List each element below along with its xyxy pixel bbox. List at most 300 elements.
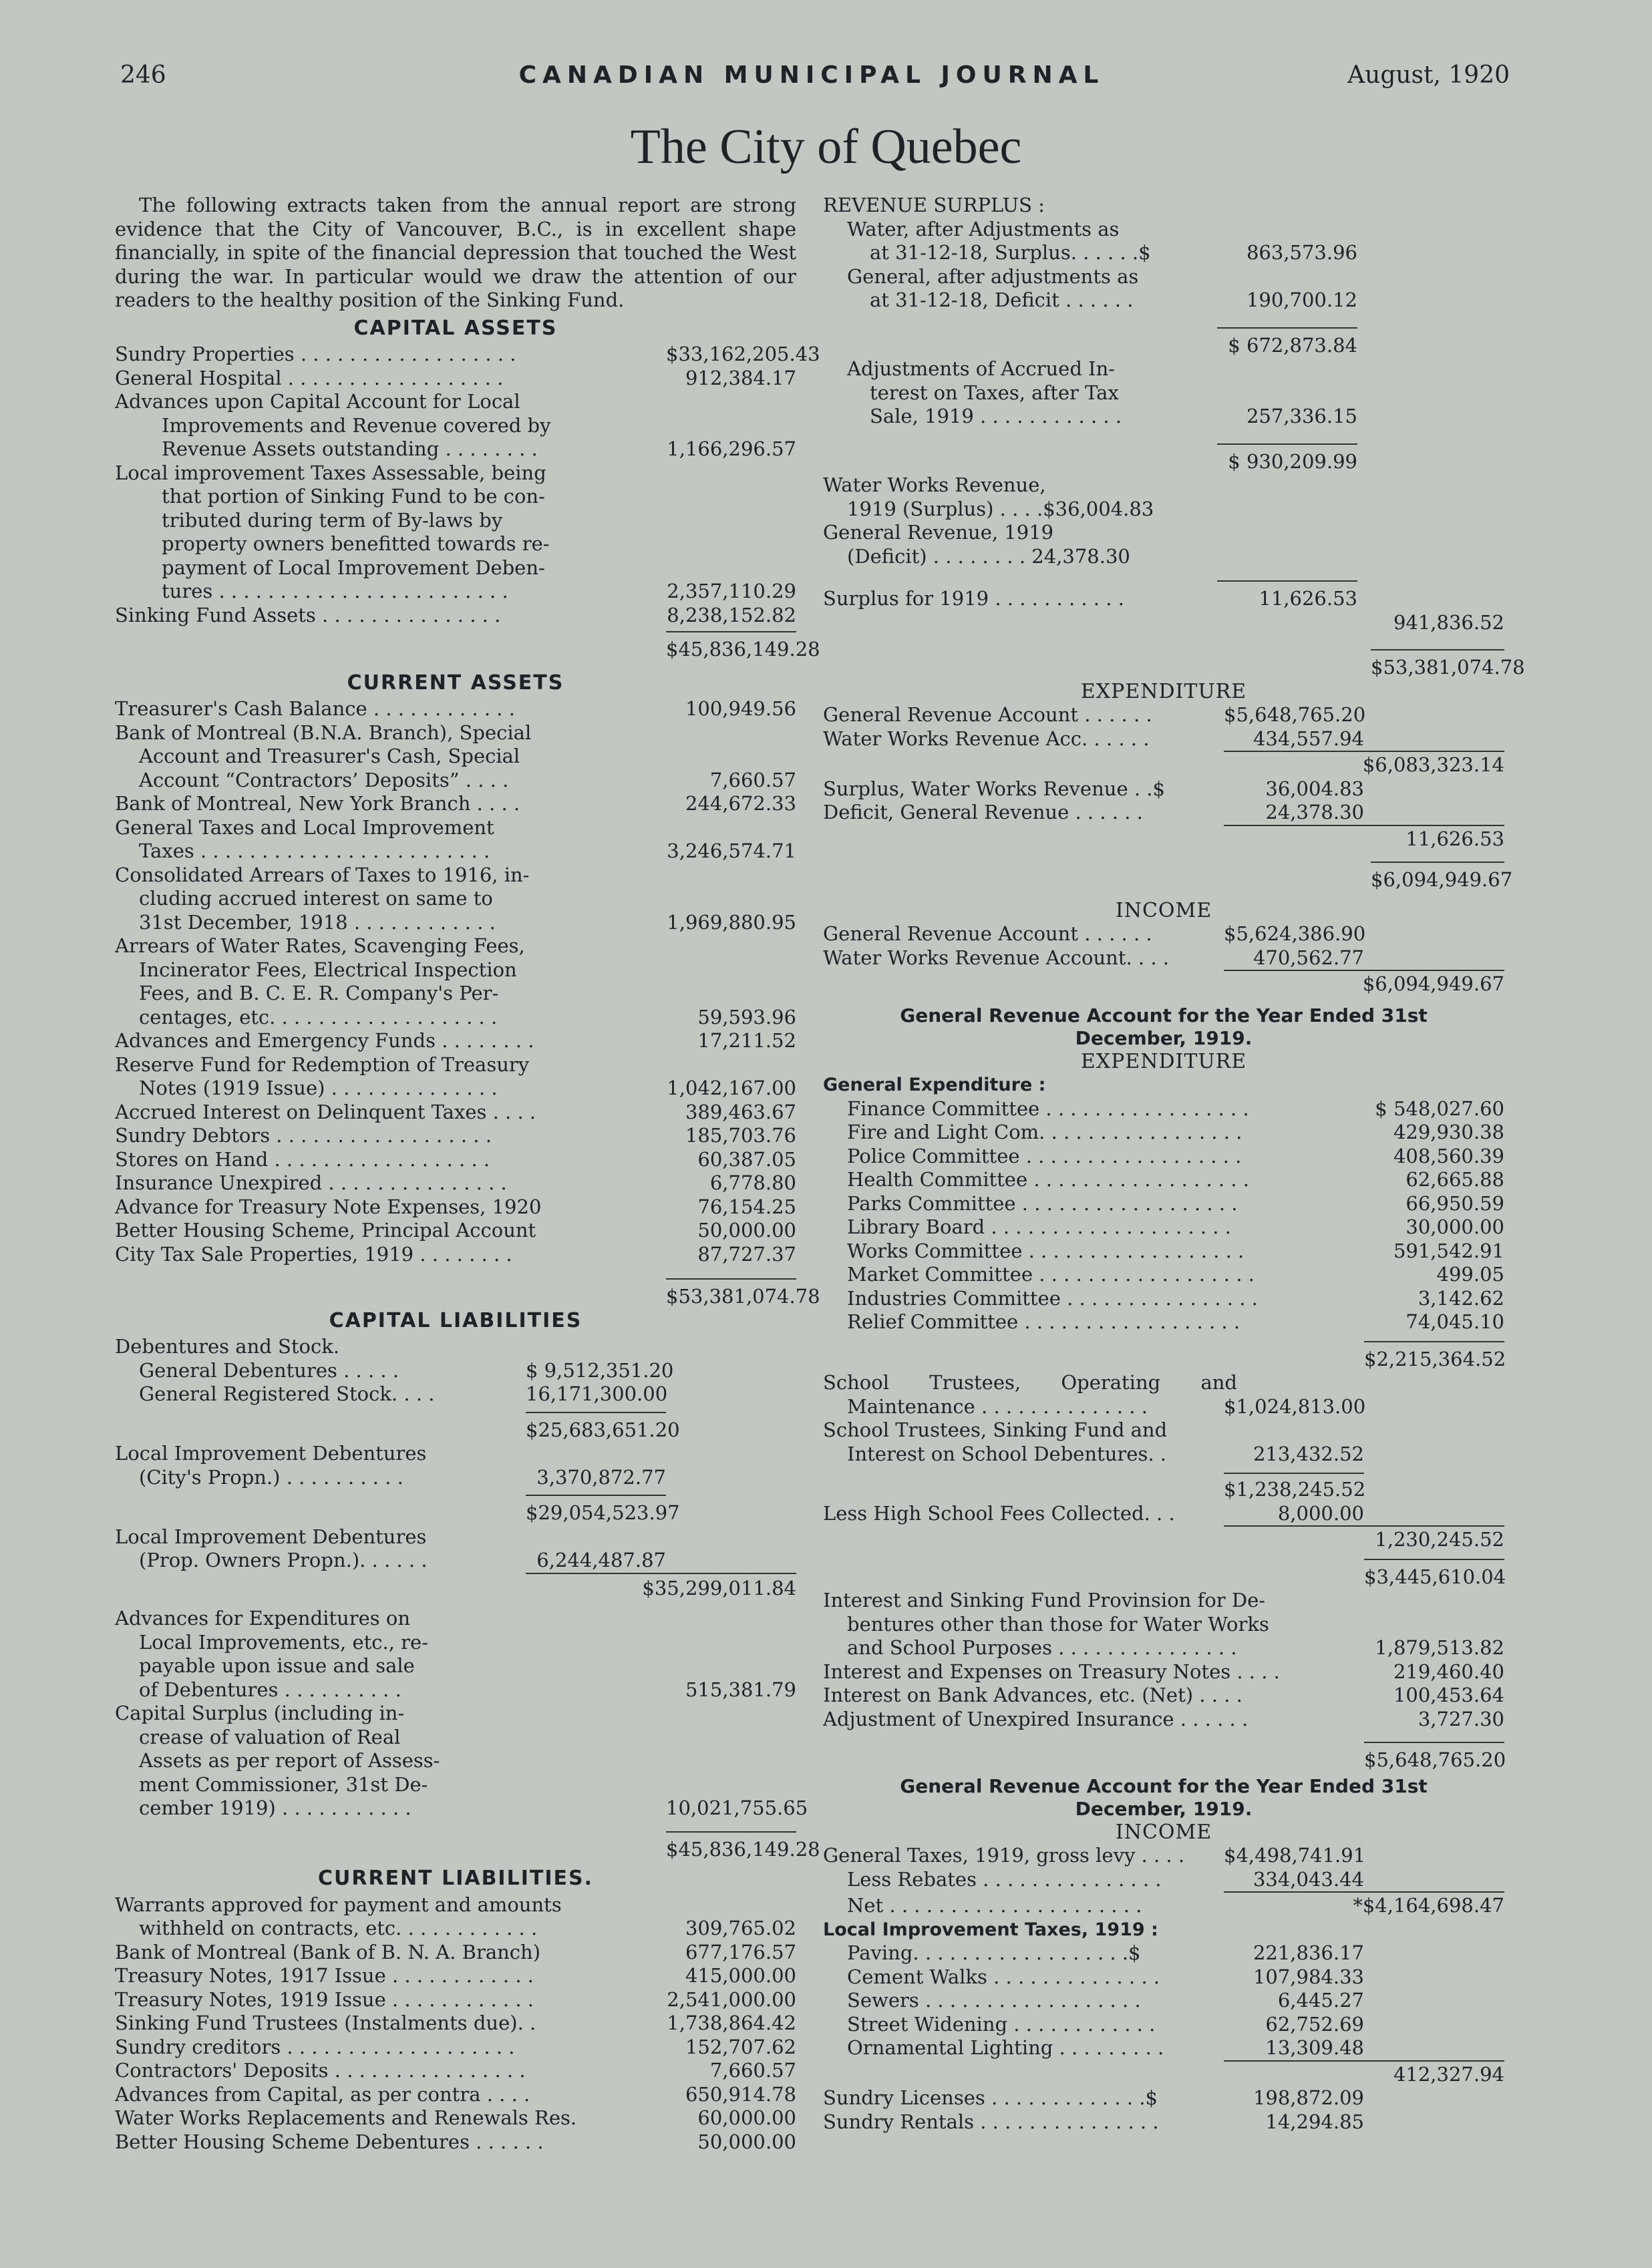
current-asset-row bbox=[115, 839, 796, 864]
journal-name: CANADIAN MUNICIPAL JOURNAL bbox=[518, 61, 1105, 89]
capital-asset-row bbox=[115, 343, 820, 367]
rentals-amount: 14,294.85 bbox=[1265, 2110, 1364, 2133]
expenditure-summary-heading: EXPENDITURE bbox=[1080, 679, 1247, 703]
lit-row-label: Sewers . . . . . . . . . . . . . . . . . . bbox=[847, 1989, 1141, 2012]
surplus-line: Capital Surplus (including in- bbox=[115, 1702, 405, 1724]
current-asset-row bbox=[115, 697, 796, 721]
current-liability-row-label: Sundry creditors . . . . . . . . . . . . . . . . . . . bbox=[115, 2035, 515, 2058]
current-liability-row-amount: 2,541,000.00 bbox=[667, 1988, 796, 2011]
inc-wwra-label: Water Works Revenue Account. . . . bbox=[823, 946, 1170, 969]
inc-wwra-amount: 470,562.77 bbox=[1253, 946, 1364, 969]
net-amount: *$4,164,698.47 bbox=[1224, 1891, 1504, 1918]
current-asset-row bbox=[115, 1124, 796, 1148]
committee-row bbox=[823, 1310, 1504, 1334]
committee-row bbox=[823, 1097, 1504, 1121]
lit-total: 412,327.94 bbox=[1224, 2060, 1504, 2087]
exp-deficit-amount: 24,378.30 bbox=[1265, 801, 1364, 823]
current-asset-row-label: Sundry Debtors . . . . . . . . . . . . . . . . . . bbox=[115, 1124, 492, 1147]
ins-amount: 3,727.30 bbox=[1418, 1707, 1504, 1730]
current-asset-row-label: Fees, and B. C. E. R. Company's Per- bbox=[139, 982, 499, 1004]
current-liability-row-label: Warrants approved for payment and amounts bbox=[115, 1893, 562, 1916]
current-asset-row bbox=[115, 1029, 796, 1053]
advances-block bbox=[115, 1607, 796, 1702]
advances-line: Advances for Expenditures on bbox=[115, 1607, 410, 1630]
committee-row bbox=[823, 1121, 1504, 1145]
current-asset-row bbox=[115, 934, 796, 958]
committee-row-label: Health Committee . . . . . . . . . . . . . . . . . . bbox=[847, 1168, 1249, 1191]
surplus-line: ment Commissioner, 31st De- bbox=[139, 1772, 428, 1796]
school-op-amount: $1,024,813.00 bbox=[1224, 1394, 1366, 1418]
capital-asset-row bbox=[115, 414, 796, 438]
current-liability-row bbox=[115, 2130, 796, 2154]
exp-deficit-row bbox=[823, 801, 1504, 825]
general-debentures-amount: $ 9,512,351.20 bbox=[526, 1358, 674, 1382]
inc-wwra-row bbox=[823, 946, 1504, 970]
cl-subtotal1-row bbox=[115, 1412, 796, 1443]
current-asset-row-label: Arrears of Water Rates, Scavenging Fees, bbox=[115, 934, 525, 957]
rs-subtotal2: $ 930,209.99 bbox=[1217, 443, 1357, 474]
exp-surplus-row bbox=[823, 777, 1504, 801]
lit-row-label: Ornamental Lighting . . . . . . . . . bbox=[847, 2036, 1164, 2059]
capital-asset-row-label: Revenue Assets outstanding . . . . . . . . bbox=[162, 437, 538, 460]
capital-assets-list bbox=[115, 343, 820, 627]
capital-assets-total: $45,836,149.28 bbox=[666, 631, 796, 662]
current-liability-row bbox=[115, 1988, 796, 2012]
surplus-block bbox=[115, 1702, 808, 1821]
surplus-1919-amount: 11,626.53 bbox=[1217, 580, 1357, 611]
current-asset-row-amount: 244,672.33 bbox=[685, 792, 796, 815]
committee-row bbox=[823, 1287, 1504, 1311]
current-asset-row-amount: 7,660.57 bbox=[709, 768, 796, 791]
committee-row-label: Police Committee . . . . . . . . . . . . . . . . . . bbox=[847, 1144, 1242, 1167]
interest-line: bentures other than those for Water Works bbox=[847, 1612, 1269, 1636]
capital-liabilities-total-row bbox=[115, 1831, 820, 1862]
gra-expenditure-heading: General Revenue Account for the Year Ended 31st December, 1919. bbox=[900, 1004, 1428, 1049]
inc-gra-row bbox=[823, 922, 1504, 946]
general-expenditure-label: General Expenditure : bbox=[823, 1075, 1046, 1095]
gr-line2: (Deficit) . . . . . . . . 24,378.30 bbox=[847, 544, 1130, 568]
rentals-row bbox=[823, 2110, 1504, 2134]
lit-row bbox=[823, 1989, 1504, 2013]
current-asset-row-label: Bank of Montreal (B.N.A. Branch), Special bbox=[115, 721, 532, 744]
cl-subtotal1: $25,683,651.20 bbox=[526, 1412, 666, 1443]
current-asset-row-amount: 1,042,167.00 bbox=[667, 1077, 796, 1099]
current-asset-row-label: Notes (1919 Issue) . . . . . . . . . . . . . . bbox=[139, 1077, 498, 1099]
exp-gra-amount: $5,648,765.20 bbox=[1224, 703, 1366, 726]
exp-surplus-amount: 36,004.83 bbox=[1265, 777, 1364, 800]
committee-row-label: Relief Committee . . . . . . . . . . . . . . . . . . bbox=[847, 1310, 1241, 1333]
advances-line: Local Improvements, etc., re- bbox=[139, 1630, 428, 1654]
current-asset-row bbox=[115, 1219, 796, 1243]
current-liability-row bbox=[115, 2106, 796, 2130]
committee-row-amount: 429,930.38 bbox=[1393, 1121, 1504, 1143]
capital-asset-row bbox=[115, 485, 796, 509]
current-liability-row-amount: 309,765.02 bbox=[685, 1917, 796, 1939]
current-liability-row-label: Sinking Fund Trustees (Instalments due). . bbox=[115, 2012, 536, 2034]
lit-row bbox=[823, 1965, 1504, 1990]
lit-row-amount: 221,836.17 bbox=[1253, 1941, 1364, 1964]
adj-amount: 257,336.15 bbox=[1246, 405, 1357, 427]
committee-row-amount: 74,045.10 bbox=[1406, 1310, 1504, 1333]
advances-line: payable upon issue and sale bbox=[139, 1654, 415, 1677]
gra-exp-total: $5,648,765.20 bbox=[1364, 1742, 1504, 1772]
net-row bbox=[823, 1891, 1504, 1918]
current-asset-row-amount: 185,703.76 bbox=[685, 1124, 796, 1147]
page-number: 246 bbox=[120, 61, 166, 89]
current-liability-row bbox=[115, 2036, 796, 2060]
gen-tax-amount: $4,498,741.91 bbox=[1224, 1844, 1366, 1867]
surplus-row bbox=[115, 1797, 808, 1821]
general-amount: 190,700.12 bbox=[1246, 289, 1357, 311]
licenses-amount: 198,872.09 bbox=[1253, 2086, 1364, 2109]
current-asset-row-label: Stores on Hand . . . . . . . . . . . . . . . . . . bbox=[115, 1147, 490, 1171]
capital-asset-row-label: Local improvement Taxes Assessable, being bbox=[115, 461, 546, 484]
local-prop-line2: (Prop. Owners Propn.). . . . . . bbox=[139, 1549, 428, 1571]
committee-row-label: Industries Committee . . . . . . . . . . . . . . . . bbox=[847, 1286, 1258, 1310]
current-asset-row bbox=[115, 721, 796, 745]
committee-row-label: Parks Committee . . . . . . . . . . . . . . . . . . bbox=[847, 1191, 1238, 1215]
lit-list bbox=[823, 1941, 1504, 2060]
exp-net-row bbox=[823, 825, 1504, 852]
current-asset-row-label: Consolidated Arrears of Taxes to 1916, in- bbox=[115, 863, 530, 886]
committee-row-label: Works Committee . . . . . . . . . . . . . . . . . . bbox=[847, 1239, 1245, 1262]
lit-row bbox=[823, 2013, 1504, 2037]
lit-row-amount: 13,309.48 bbox=[1265, 2036, 1364, 2059]
current-asset-row-amount: 6,778.80 bbox=[709, 1171, 796, 1194]
advances-line: of Debentures . . . . . . . . . . bbox=[139, 1678, 401, 1701]
current-asset-row bbox=[115, 982, 796, 1006]
current-asset-row bbox=[115, 816, 796, 840]
current-liability-row bbox=[115, 1964, 796, 1988]
lit-row-amount: 6,445.27 bbox=[1277, 1989, 1364, 2012]
capital-asset-row-label: Improvements and Revenue covered by bbox=[162, 413, 551, 437]
current-liability-row-label: Water Works Replacements and Renewals Res. bbox=[115, 2106, 577, 2129]
water-amount: 863,573.96 bbox=[1246, 241, 1357, 264]
advances-amount: 515,381.79 bbox=[685, 1678, 796, 1701]
current-asset-row-label: Incinerator Fees, Electrical Inspection bbox=[139, 958, 517, 981]
school-sf-row bbox=[823, 1443, 1504, 1467]
current-assets-total: $53,381,074.78 bbox=[666, 1278, 796, 1309]
exp-surplus-label: Surplus, Water Works Revenue . .$ bbox=[823, 777, 1165, 800]
current-asset-row-amount: 1,969,880.95 bbox=[667, 910, 796, 934]
lit-row-amount: 62,752.69 bbox=[1265, 2012, 1364, 2036]
current-asset-row bbox=[115, 1006, 796, 1030]
current-liability-row bbox=[115, 1893, 796, 1917]
current-asset-row-label: Bank of Montreal, New York Branch . . . . bbox=[115, 792, 520, 815]
current-asset-row-label: Accrued Interest on Delinquent Taxes . . . . bbox=[115, 1100, 536, 1123]
revenue-surplus-grand-total: $53,381,074.78 bbox=[1371, 649, 1504, 680]
capital-assets-total-row bbox=[115, 627, 820, 662]
capital-asset-row bbox=[115, 509, 796, 533]
current-asset-row bbox=[115, 864, 796, 888]
rs-subtotal2-row bbox=[823, 443, 1357, 474]
exp-gra-label: General Revenue Account . . . . . . bbox=[823, 703, 1152, 726]
capital-asset-row bbox=[115, 580, 796, 604]
current-asset-row bbox=[115, 911, 796, 935]
advances-row bbox=[115, 1678, 796, 1702]
capital-asset-row-amount: 8,238,152.82 bbox=[667, 603, 796, 626]
current-asset-row-label: Advance for Treasury Note Expenses, 1920 bbox=[115, 1195, 542, 1218]
exp-wwra-label: Water Works Revenue Acc. . . . . . bbox=[823, 727, 1150, 750]
gra-income-subheading: INCOME bbox=[1115, 1820, 1212, 1844]
current-asset-row bbox=[115, 745, 796, 769]
current-asset-row-label: Taxes . . . . . . . . . . . . . . . . . . . . . . . . bbox=[139, 839, 490, 862]
net-label: Net . . . . . . . . . . . . . . . . . . . . . bbox=[847, 1894, 1142, 1917]
general-line1: General, after adjustments as bbox=[847, 264, 1139, 288]
capital-asset-row-label: General Hospital . . . . . . . . . . . . . . . . . . bbox=[115, 366, 504, 389]
local-prop-amount: 6,244,487.87 bbox=[536, 1549, 666, 1571]
ins-row bbox=[823, 1708, 1504, 1732]
current-asset-row bbox=[115, 958, 796, 982]
current-liabilities-heading: CURRENT LIABILITIES. bbox=[317, 1867, 593, 1890]
current-asset-row-label: 31st December, 1918 . . . . . . . . . . . . bbox=[139, 910, 496, 934]
current-asset-row-amount: 50,000.00 bbox=[697, 1219, 796, 1242]
committee-row bbox=[823, 1168, 1504, 1192]
lit-row bbox=[823, 1941, 1504, 1965]
lit-row-label: Cement Walks . . . . . . . . . . . . . . bbox=[847, 1965, 1160, 1988]
gen-tax-label: General Taxes, 1919, gross levy . . . . bbox=[823, 1844, 1185, 1867]
committee-row-amount: 62,665.88 bbox=[1406, 1168, 1504, 1191]
current-asset-row-amount: 3,246,574.71 bbox=[667, 839, 796, 862]
water-line1: Water, after Adjustments as bbox=[847, 217, 1120, 240]
current-liability-row-label: withheld on contracts, etc. . . . . . . . . . . . bbox=[139, 1917, 538, 1939]
current-liability-row-amount: 677,176.57 bbox=[685, 1940, 796, 1963]
current-liability-row-amount: 50,000.00 bbox=[697, 2130, 796, 2153]
committee-row bbox=[823, 1145, 1504, 1169]
school-op-row bbox=[823, 1395, 1504, 1419]
school-sf-amount: 213,432.52 bbox=[1253, 1442, 1364, 1465]
capital-assets-heading: CAPITAL ASSETS bbox=[353, 316, 558, 340]
current-asset-row bbox=[115, 1101, 796, 1125]
lit-row-label: Paving. . . . . . . . . . . . . . . . . .$ bbox=[847, 1941, 1141, 1964]
committee-row-amount: 408,560.39 bbox=[1393, 1144, 1504, 1167]
school-sf-line2: Interest on School Debentures. . bbox=[847, 1442, 1166, 1465]
debentures-label: Debentures and Stock. bbox=[115, 1335, 340, 1358]
capital-asset-row-label: payment of Local Improvement Deben- bbox=[162, 556, 545, 579]
current-asset-row bbox=[115, 1077, 796, 1101]
exp-subtotal-row bbox=[823, 751, 1504, 777]
capital-asset-row-label: that portion of Sinking Fund to be con- bbox=[162, 485, 545, 508]
school-subtotal: $1,238,245.52 bbox=[1224, 1473, 1364, 1502]
general-debentures-row bbox=[115, 1359, 796, 1383]
cl-subtotal2: $29,054,523.97 bbox=[526, 1495, 666, 1525]
current-liabilities-list bbox=[115, 1893, 796, 2154]
adj-line: Adjustments of Accrued In- bbox=[847, 357, 1116, 380]
current-liability-row-amount: 650,914.78 bbox=[685, 2082, 796, 2106]
current-liability-row-label: Better Housing Scheme Debentures . . . . . . bbox=[115, 2130, 544, 2153]
school-subtotal-row bbox=[823, 1473, 1504, 1502]
exp-deficit-label: Deficit, General Revenue . . . . . . bbox=[823, 801, 1143, 823]
inc-total: $6,094,949.67 bbox=[1224, 970, 1504, 996]
cl-subtotal3: $35,299,011.84 bbox=[526, 1573, 796, 1601]
interest-line: and School Purposes . . . . . . . . . . . . . . . bbox=[847, 1636, 1237, 1659]
cl-subtotal2-row bbox=[115, 1495, 796, 1525]
exp-wwra-amount: 434,557.94 bbox=[1253, 727, 1364, 750]
current-assets-heading: CURRENT ASSETS bbox=[347, 671, 564, 695]
school-op-line2: Maintenance . . . . . . . . . . . . . . bbox=[847, 1394, 1148, 1418]
committee-row bbox=[823, 1192, 1504, 1216]
current-asset-row bbox=[115, 769, 796, 793]
inc-total-row bbox=[823, 970, 1504, 996]
current-liability-row bbox=[115, 2012, 796, 2036]
school-op-line1: School Trustees, Operating and bbox=[823, 1371, 1237, 1394]
current-liability-row-amount: 415,000.00 bbox=[685, 1964, 796, 1987]
current-asset-row-amount: 87,727.37 bbox=[697, 1242, 796, 1266]
capital-asset-row-amount: 912,384.17 bbox=[685, 366, 796, 389]
current-liability-row-label: Contractors' Deposits . . . . . . . . . . . . . . . . bbox=[115, 2059, 526, 2082]
interest-row bbox=[823, 1636, 1504, 1660]
tn-row bbox=[823, 1660, 1504, 1684]
committee-row bbox=[823, 1263, 1504, 1287]
school-net: 1,230,245.52 bbox=[1224, 1525, 1504, 1552]
current-liability-row bbox=[115, 2059, 796, 2083]
current-assets-total-row bbox=[115, 1278, 820, 1309]
lit-row-label: Street Widening . . . . . . . . . . . . bbox=[847, 2012, 1156, 2036]
current-liability-row-amount: 7,660.57 bbox=[709, 2059, 796, 2082]
rebates-label: Less Rebates . . . . . . . . . . . . . . . bbox=[847, 1867, 1162, 1891]
cl-subtotal3-row bbox=[115, 1573, 796, 1601]
rebates-amount: 334,043.44 bbox=[1253, 1867, 1364, 1891]
local-city-amount: 3,370,872.77 bbox=[536, 1465, 666, 1489]
capital-asset-row-label: tures . . . . . . . . . . . . . . . . . . . . . . . . bbox=[162, 580, 508, 602]
tn-amount: 219,460.40 bbox=[1393, 1660, 1504, 1683]
current-assets-list bbox=[115, 697, 796, 1266]
adj-row bbox=[823, 405, 1357, 429]
left-column bbox=[115, 194, 820, 2154]
current-liability-row-label: Bank of Montreal (Bank of B. N. A. Branch) bbox=[115, 1940, 541, 1963]
committee-row-amount: 591,542.91 bbox=[1393, 1239, 1504, 1262]
current-asset-row-amount: 76,154.25 bbox=[697, 1195, 796, 1218]
capital-asset-row-amount: $33,162,205.43 bbox=[666, 343, 820, 365]
water-row bbox=[823, 241, 1357, 265]
general-line2: at 31-12-18, Deficit . . . . . . bbox=[870, 289, 1134, 311]
gra-expenditure-subheading: EXPENDITURE bbox=[1080, 1049, 1247, 1073]
capital-asset-row bbox=[115, 461, 796, 486]
licenses-row bbox=[823, 2086, 1504, 2110]
adj-line: terest on Taxes, after Tax bbox=[870, 381, 1119, 404]
surplus-1919-label: Surplus for 1919 . . . . . . . . . . . bbox=[823, 587, 1124, 610]
gra-exp-subtotal: $3,445,610.04 bbox=[1364, 1559, 1504, 1589]
current-asset-row-label: General Taxes and Local Improvement bbox=[115, 815, 494, 839]
surplus-line: Assets as per report of Assess- bbox=[139, 1749, 440, 1772]
current-asset-row bbox=[115, 1243, 796, 1267]
current-asset-row-label: Reserve Fund for Redemption of Treasury bbox=[115, 1053, 530, 1076]
current-liability-row-label: Treasury Notes, 1919 Issue . . . . . . . . . . . . bbox=[115, 1988, 534, 2011]
capital-asset-row-amount: 1,166,296.57 bbox=[667, 437, 796, 460]
current-asset-row-label: Better Housing Scheme, Principal Account bbox=[115, 1219, 536, 1242]
committee-row-label: Fire and Light Com. . . . . . . . . . . . . . . . . bbox=[847, 1121, 1243, 1143]
adj-line: Sale, 1919 . . . . . . . . . . . . bbox=[870, 405, 1122, 427]
intro-paragraph: The following extracts taken from the annual report are strong evidence that the City of Vancouver, B.C., is in excellent shape financially, in spite of the financial depression that touched the West during the war. In particular would we draw the attention of our readers to the healthy position of the Sinking Fund. bbox=[115, 194, 796, 311]
capital-asset-row bbox=[115, 556, 796, 580]
committees-list bbox=[823, 1097, 1504, 1334]
capital-asset-row bbox=[115, 437, 796, 461]
current-asset-row-amount: 60,387.05 bbox=[697, 1147, 796, 1171]
current-liability-row-amount: 60,000.00 bbox=[697, 2106, 796, 2129]
capital-asset-row bbox=[115, 367, 796, 391]
exp-subtotal: $6,083,323.14 bbox=[1224, 751, 1504, 777]
current-asset-row-label: centages, etc. . . . . . . . . . . . . . . . . . . bbox=[139, 1005, 498, 1028]
current-liability-row bbox=[115, 1941, 796, 1965]
interest-amount: 1,879,513.82 bbox=[1375, 1636, 1504, 1659]
revenue-surplus-heading: REVENUE SURPLUS : bbox=[823, 194, 1045, 216]
capital-asset-row-amount: 2,357,110.29 bbox=[667, 580, 796, 602]
capital-asset-row bbox=[115, 532, 796, 556]
current-asset-row-label: Account “Contractors’ Deposits” . . . . bbox=[139, 768, 509, 791]
exp-wwra-row bbox=[823, 727, 1504, 751]
less-row bbox=[823, 1502, 1504, 1526]
current-liability-row-label: Advances from Capital, as per contra . . . . bbox=[115, 2082, 530, 2106]
gr-line1: General Revenue, 1919 bbox=[823, 521, 1054, 544]
lit-total-row bbox=[823, 2060, 1504, 2087]
page-header bbox=[114, 61, 1510, 102]
article-title: The City of Quebec bbox=[630, 120, 1022, 174]
bank-row bbox=[823, 1684, 1504, 1708]
local-city-line2: (City's Propn.) . . . . . . . . . . bbox=[139, 1465, 403, 1489]
current-liability-row-label: Treasury Notes, 1917 Issue . . . . . . . . . . . . bbox=[115, 1964, 534, 1987]
committee-row bbox=[823, 1240, 1504, 1264]
inc-gra-label: General Revenue Account . . . . . . bbox=[823, 922, 1152, 945]
committee-row-amount: $ 548,027.60 bbox=[1375, 1097, 1504, 1120]
school-sf-line1: School Trustees, Sinking Fund and bbox=[823, 1419, 1168, 1441]
wwr-line2: 1919 (Surplus) . . . .$36,004.83 bbox=[847, 497, 1154, 520]
exp-net: 11,626.53 bbox=[1224, 825, 1504, 852]
ins-label: Adjustment of Unexpired Insurance . . . . . . bbox=[823, 1707, 1249, 1730]
surplus-1919-row bbox=[823, 580, 1357, 611]
less-label: Less High School Fees Collected. . . bbox=[823, 1501, 1175, 1525]
capital-asset-row bbox=[115, 390, 796, 414]
water-line2: at 31-12-18, Surplus. . . . . .$ bbox=[870, 241, 1151, 264]
surplus-amount: 10,021,755.65 bbox=[666, 1797, 808, 1819]
current-asset-row-amount: 100,949.56 bbox=[685, 697, 796, 720]
capital-asset-row-label: tributed during term of By-laws by bbox=[162, 508, 503, 532]
interest-line: Interest and Sinking Fund Provinsion for De- bbox=[823, 1589, 1266, 1612]
bank-label: Interest on Bank Advances, etc. (Net) . . . . bbox=[823, 1684, 1243, 1706]
committee-row bbox=[823, 1215, 1504, 1240]
current-liability-row bbox=[115, 2083, 796, 2107]
committee-row-amount: 499.05 bbox=[1436, 1263, 1504, 1286]
bank-amount: 100,453.64 bbox=[1393, 1684, 1504, 1706]
committee-row-label: Market Committee . . . . . . . . . . . . . . . . . . bbox=[847, 1263, 1255, 1286]
current-liability-row bbox=[115, 1917, 796, 1941]
current-asset-row bbox=[115, 1171, 796, 1195]
current-liability-row-amount: 152,707.62 bbox=[685, 2035, 796, 2058]
committee-row-amount: 3,142.62 bbox=[1418, 1286, 1504, 1310]
capital-liabilities-heading: CAPITAL LIABILITIES bbox=[329, 1308, 583, 1332]
current-asset-row-label: City Tax Sale Properties, 1919 . . . . . . . . bbox=[115, 1242, 512, 1266]
less-amount: 8,000.00 bbox=[1277, 1501, 1364, 1525]
current-asset-row-label: Insurance Unexpired . . . . . . . . . . . . . . . bbox=[115, 1171, 507, 1194]
rentals-label: Sundry Rentals . . . . . . . . . . . . . . . bbox=[823, 2110, 1159, 2133]
surplus-line: cember 1919) . . . . . . . . . . . bbox=[139, 1797, 411, 1819]
issue-date: August, 1920 bbox=[1347, 61, 1510, 89]
general-stock-row bbox=[115, 1382, 796, 1406]
current-asset-row-amount: 389,463.67 bbox=[685, 1100, 796, 1123]
general-row bbox=[823, 289, 1357, 313]
gra-income-heading: General Revenue Account for the Year Ended 31st December, 1919. bbox=[900, 1774, 1428, 1820]
lit-label: Local Improvement Taxes, 1919 : bbox=[823, 1919, 1158, 1940]
current-asset-row bbox=[115, 1148, 796, 1172]
current-asset-row bbox=[115, 792, 796, 816]
school-net-row bbox=[823, 1525, 1504, 1552]
exp-total: $6,094,949.67 bbox=[1371, 862, 1504, 892]
rs-subtotal1: $ 672,873.84 bbox=[1217, 327, 1357, 358]
current-asset-row-label: Advances and Emergency Funds . . . . . . . . bbox=[115, 1029, 534, 1052]
general-debentures-label: General Debentures . . . . . bbox=[139, 1358, 399, 1382]
wwr-line1: Water Works Revenue, bbox=[823, 474, 1046, 496]
lit-row-amount: 107,984.33 bbox=[1253, 1965, 1364, 1988]
right-column bbox=[823, 194, 1525, 2134]
